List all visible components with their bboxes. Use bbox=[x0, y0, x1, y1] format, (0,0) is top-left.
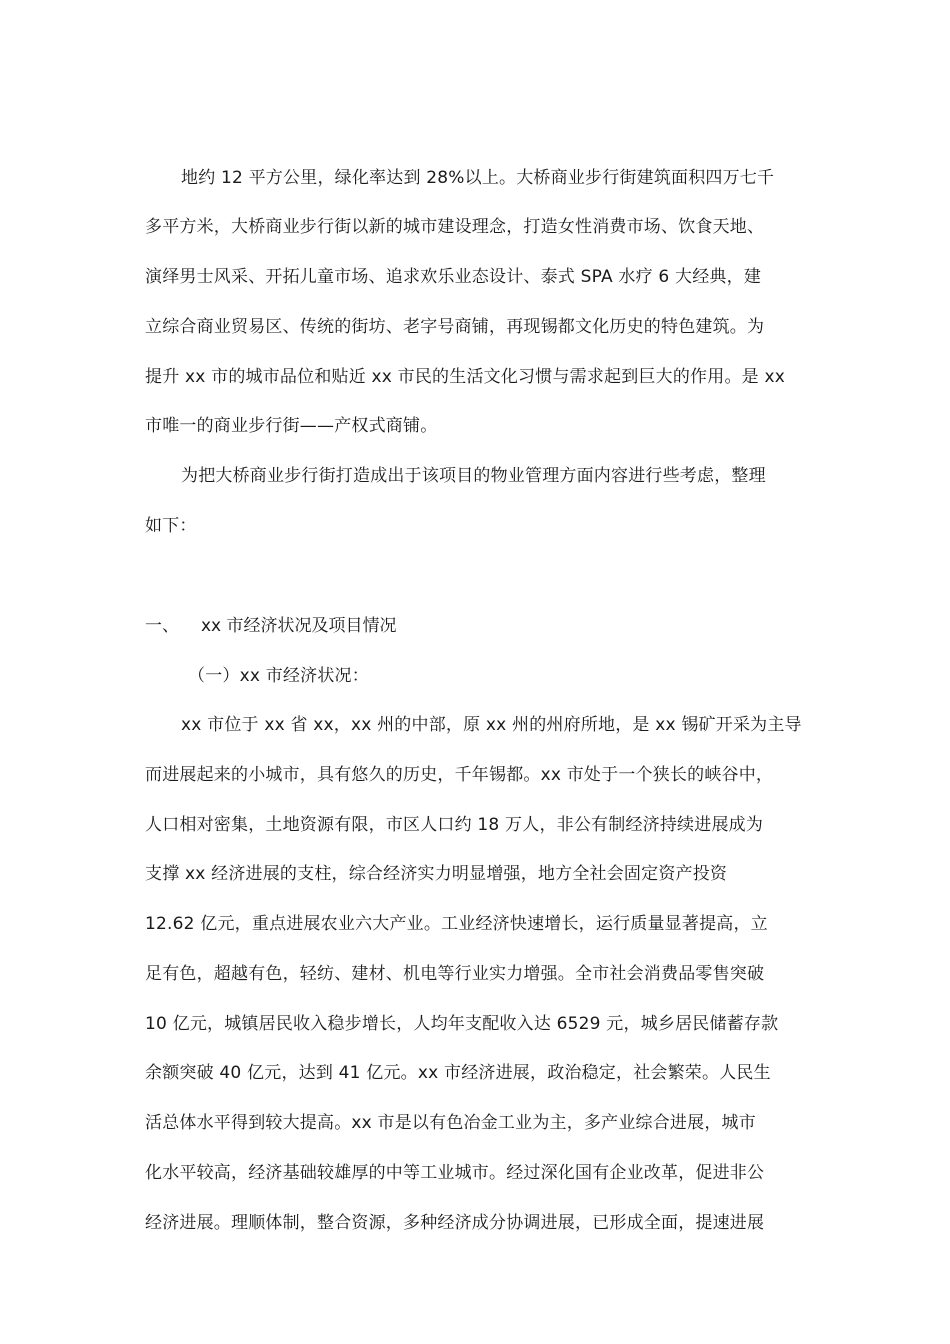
economy-line-11: 经济进展。理顺体制，整合资源，多种经济成分协调进展，已形成全面，提速进展 bbox=[145, 1213, 765, 1233]
subsection-title: （一）xx 市经济状况： bbox=[188, 666, 369, 686]
intro-line-6: 市唯一的商业步行街——产权式商铺。 bbox=[145, 416, 438, 436]
intro-line-4: 立综合商业贸易区、传统的街坊、老字号商铺，再现锡都文化历史的特色建筑。为 bbox=[145, 317, 765, 337]
economy-line-3: 人口相对密集，土地资源有限，市区人口约 18 万人，非公有制经济持续进展成为 bbox=[145, 815, 764, 835]
economy-line-5: 12.62 亿元，重点进展农业六大产业。工业经济快速增长，运行质量显著提高，立 bbox=[145, 914, 768, 934]
economy-line-6: 足有色，超越有色，轻纺、建材、机电等行业实力增强。全市社会消费品零售突破 bbox=[145, 964, 765, 984]
economy-line-1: xx 市位于 xx 省 xx，xx 州的中部，原 xx 州的州府所地，是 xx 锡矿开采为主导 bbox=[181, 715, 802, 735]
intro-line-5: 提升 xx 市的城市品位和贴近 xx 市民的生活文化习惯与需求起到巨大的作用。是 xx bbox=[145, 367, 785, 387]
economy-line-8: 余额突破 40 亿元，达到 41 亿元。xx 市经济进展，政治稳定，社会繁荣。人民生 bbox=[145, 1063, 771, 1083]
economy-line-10: 化水平较高，经济基础较雄厚的中等工业城市。经过深化国有企业改革，促进非公 bbox=[145, 1163, 765, 1183]
intro-line-3: 演绎男士风采、开拓儿童市场、追求欢乐业态设计、泰式 SPA 水疗 6 大经典，建 bbox=[145, 267, 762, 287]
section-number: 一、 bbox=[145, 616, 179, 636]
economy-line-9: 活总体水平得到较大提高。xx 市是以有色冶金工业为主，多产业综合进展，城市 bbox=[145, 1113, 756, 1133]
economy-line-2: 而进展起来的小城市，具有悠久的历史，千年锡都。xx 市处于一个狭长的峡谷中， bbox=[145, 765, 774, 785]
purpose-line-1: 为把大桥商业步行街打造成出于该项目的物业管理方面内容进行些考虑，整理 bbox=[181, 466, 766, 486]
intro-line-1: 地约 12 平方公里，绿化率达到 28%以上。大桥商业步行街建筑面积四万七千 bbox=[181, 168, 775, 188]
section-title: xx 市经济状况及项目情况 bbox=[201, 616, 397, 636]
economy-line-4: 支撑 xx 经济进展的支柱，综合经济实力明显增强，地方全社会固定资产投资 bbox=[145, 864, 728, 884]
economy-line-7: 10 亿元，城镇居民收入稳步增长，人均年支配收入达 6529 元，城乡居民储蓄存款 bbox=[145, 1014, 779, 1034]
purpose-line-2: 如下： bbox=[145, 516, 197, 536]
intro-line-2: 多平方米，大桥商业步行街以新的城市建设理念，打造女性消费市场、饮食天地、 bbox=[145, 217, 765, 237]
